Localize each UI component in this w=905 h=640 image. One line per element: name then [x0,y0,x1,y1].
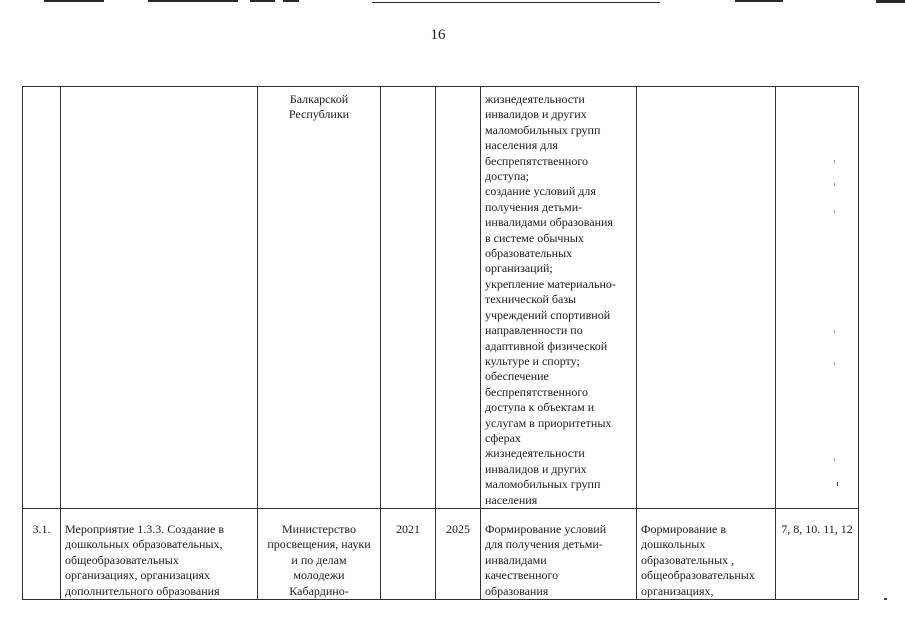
program-measures-table [22,86,859,600]
scan-speck [834,183,835,186]
table-row [23,87,859,509]
scan-speck [884,598,887,600]
program-link [637,87,776,509]
indicator-numbers: 7, 8, 10. 11, 12 [776,508,859,599]
scan-artifact-line [250,0,275,2]
scan-artifact-line [148,0,238,2]
indicator-numbers [776,87,859,509]
scan-speck [834,210,835,213]
table-row [23,508,859,599]
scan-artifact-line [876,0,905,3]
row-number: 3.1. [23,508,61,599]
expected-results: жизнедеятельности инвалидов и других маломобильных групп населения для беспрепятственного доступа; создание условий для получения детьми- инвалидами образования в системе обычных образовательных организаций; укрепление материально- технической базы учреждений спортивной направленности по адаптивной физической культуре и спорту; обеспечение беспрепятственного доступа к объектам и услугам в приоритетных сферах жизнедеятельности инвалидов и других маломобильных групп населения [481,87,637,509]
scan-speck [834,160,835,163]
program-link: Формирование в дошкольных образовательных , общеобразовательных организациях, [637,508,776,599]
end-year: 2025 [436,508,481,599]
executor: Министерство просвещения, науки и по делам молодежи Кабардино- [258,508,381,599]
start-year [381,87,436,509]
row-number [23,87,61,509]
scan-artifact-line [283,0,299,2]
expected-results: Формирование условий для получения детьми- инвалидами качественного образования [481,508,637,599]
scan-speck [834,362,835,365]
scan-artifact-line [735,0,783,2]
scan-speck [834,330,835,333]
executor: Балкарской Республики [258,87,381,509]
event-name: Мероприятие 1.3.3. Создание в дошкольных образовательных, общеобразовательных организациях, организациях дополнительного образования [61,508,258,599]
scan-speck [834,458,835,461]
start-year: 2021 [381,508,436,599]
scan-artifact-line [44,0,104,2]
event-name [61,87,258,509]
scan-artifact-line [372,2,660,3]
page-number: 16 [430,27,446,43]
scan-speck [837,482,838,486]
end-year [436,87,481,509]
